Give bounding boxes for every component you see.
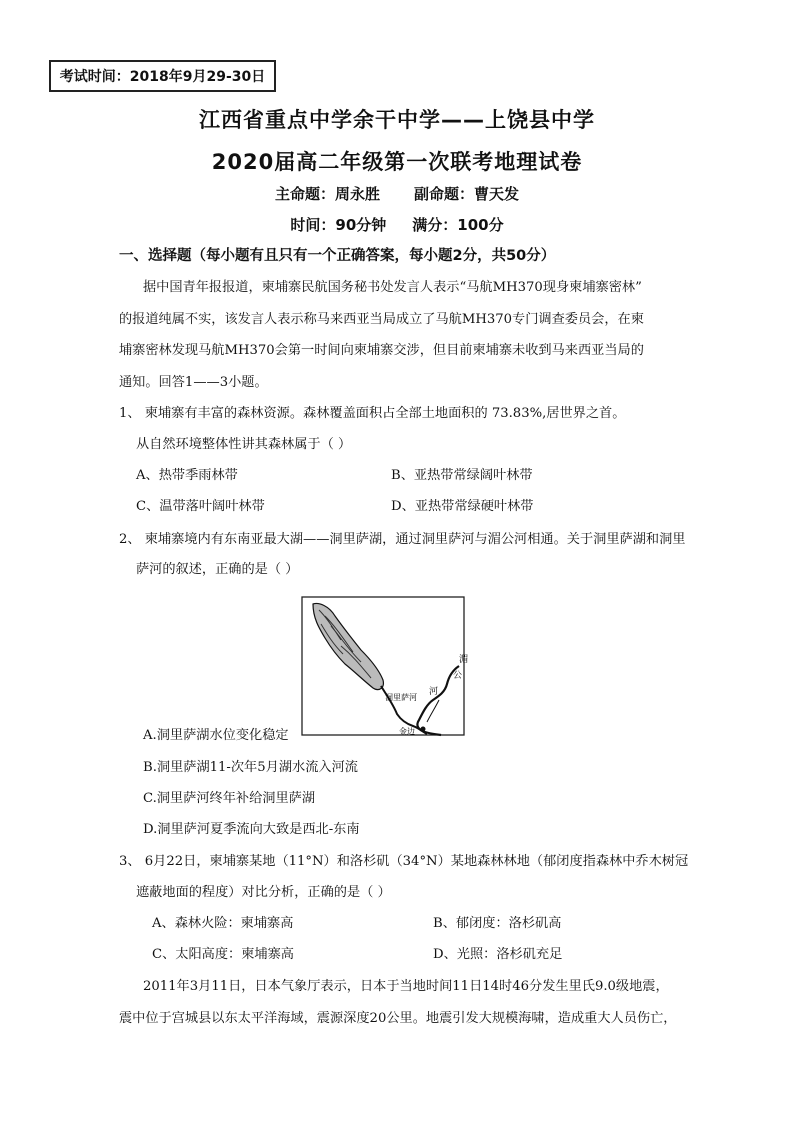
vice-author: 副命题：曹天发 [414, 185, 520, 203]
q3-option-b: B、郁闭度：洛杉矶高 [433, 916, 562, 931]
exam-title: 2020届高二年级第一次联考地理试卷 [211, 150, 583, 174]
authors-line [0, 183, 794, 204]
q2-stem: 2、 柬埔寨境内有东南亚最大湖——洞里萨湖，通过洞里萨河与湄公河相通。关于洞里萨湖和洞里 [119, 532, 686, 547]
exam-full-score: 满分：100分 [412, 216, 504, 234]
passage1-line: 通知。回答1——3小题。 [119, 375, 268, 390]
map-label-mekong: 公 [453, 671, 463, 681]
q1-option-c: C、温带落叶阔叶林带 [136, 499, 265, 514]
exam-time-box: 考试时间：2018年9月29-30日 [49, 60, 276, 92]
map-label-phnom-penh: 金边 [399, 727, 415, 736]
map-label-mekong: 湄 [459, 655, 469, 665]
tonle-sap-map [301, 596, 469, 736]
q2-option-b: B.洞里萨湖11-次年5月湖水流入河流 [143, 760, 358, 775]
q2-option-c: C.洞里萨河终年补给洞里萨湖 [143, 791, 316, 806]
passage2-line: 2011年3月11日，日本气象厅表示，日本于当地时间11日14时46分发生里氏9.0级地震， [143, 979, 669, 994]
q1-option-a: A、热带季雨林带 [136, 468, 238, 483]
q1-option-b: B、亚热带常绿阔叶林带 [391, 468, 533, 483]
q3-option-a: A、森林火险：柬埔寨高 [152, 916, 294, 931]
q1-stem-cont: 从自然环境整体性讲其森林属于（ ） [136, 437, 352, 452]
q2-option-d: D.洞里萨河夏季流向大致是西北-东南 [143, 822, 360, 837]
q1-stem: 1、 柬埔寨有丰富的森林资源。森林覆盖面积占全部土地面积的 73.83%,居世界之首。 [119, 406, 626, 421]
main-author: 主命题：周永胜 [274, 185, 380, 203]
q3-stem: 3、 6月22日，柬埔寨某地（11°N）和洛杉矶（34°N）某地森林林地（郁闭度指森林中乔木树冠 [119, 854, 689, 869]
q3-option-c: C、太阳高度：柬埔寨高 [152, 947, 294, 962]
q1-option-d: D、亚热带常绿硬叶林带 [391, 499, 534, 514]
map-label-mekong: 河 [429, 687, 439, 697]
q2-option-a: A.洞里萨湖水位变化稳定 [143, 728, 289, 743]
map-label-tonle-sap-river: 洞里萨河 [385, 693, 417, 702]
passage2-line: 震中位于宫城县以东太平洋海域，震源深度20公里。地震引发大规模海啸，造成重大人员伤亡， [119, 1011, 677, 1026]
passage1-line: 据中国青年报报道，柬埔寨民航国务秘书处发言人表示“马航MH370现身柬埔寨密林” [143, 280, 642, 295]
section-title: 一、选择题（每小题有且只有一个正确答案，每小题2分，共50分） [119, 248, 556, 264]
school-title: 江西省重点中学余干中学——上饶县中学 [199, 108, 595, 132]
passage1-line: 埔寨密林发现马航MH370会第一时间向柬埔寨交涉，但目前柬埔寨未收到马来西亚当局的 [119, 343, 644, 358]
q3-option-d: D、光照：洛杉矶充足 [433, 947, 563, 962]
passage1-line: 的报道纯属不实，该发言人表示称马来西亚当局成立了马航MH370专门调查委员会，在柬 [119, 312, 644, 327]
exam-info-line [0, 214, 794, 235]
q2-stem-cont: 萨河的叙述，正确的是（ ） [136, 562, 299, 577]
exam-duration: 时间：90分钟 [290, 216, 387, 234]
q3-stem-cont: 遮蔽地面的程度）对比分析，正确的是（ ） [136, 885, 391, 900]
